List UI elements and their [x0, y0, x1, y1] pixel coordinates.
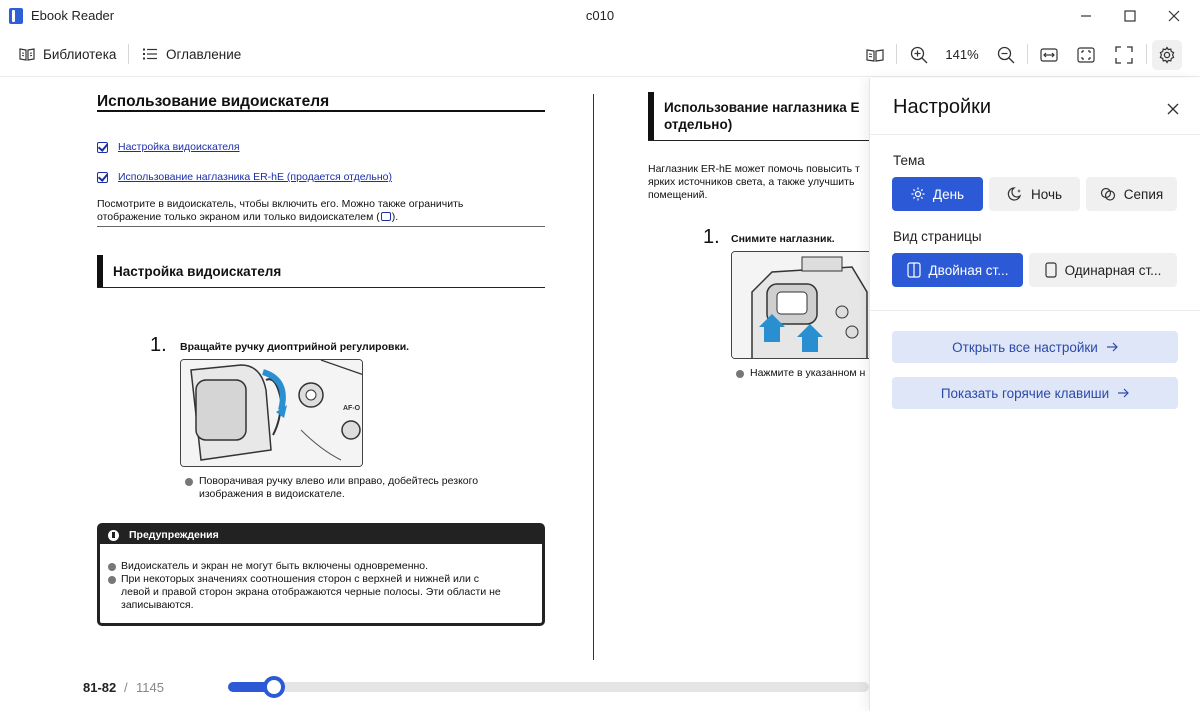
step-text: Снимите наглазник. — [731, 233, 835, 245]
theme-night-button[interactable] — [989, 177, 1080, 211]
close-window-button[interactable] — [1151, 0, 1197, 32]
library-icon — [19, 47, 35, 61]
intro-line: Посмотрите в видоискатель, чтобы включить его. Можно также ограничить — [97, 198, 464, 210]
sun-icon — [911, 187, 925, 201]
toolbar — [0, 32, 1200, 77]
right-heading: Использование наглазника E отдельно) — [664, 100, 860, 132]
page-divider — [593, 94, 594, 660]
sepia-icon — [1100, 187, 1116, 201]
settings-button[interactable] — [1152, 40, 1182, 70]
bullet-line: изображения в видоискателе. — [199, 488, 345, 500]
progress-slider[interactable] — [228, 682, 869, 692]
toc-button[interactable] — [142, 42, 241, 66]
view-single-button[interactable] — [1029, 253, 1177, 287]
page-view-label: Вид страницы — [893, 229, 982, 244]
warning-box — [97, 523, 545, 626]
checkbox-icon — [97, 142, 108, 153]
fullscreen-icon — [1115, 46, 1133, 64]
right-page — [648, 78, 869, 668]
fit-page-icon — [1077, 47, 1095, 63]
close-icon — [1168, 10, 1180, 22]
app-title: Ebook Reader — [31, 8, 115, 23]
page-heading: Использование видоискателя — [97, 93, 330, 110]
title-bar — [0, 0, 1200, 32]
view-single-label: Одинарная ст... — [1064, 262, 1162, 278]
panel-divider — [870, 310, 1200, 311]
zoom-in-button[interactable] — [905, 41, 933, 69]
theme-sepia-button[interactable] — [1086, 177, 1177, 211]
settings-title: Настройки — [893, 96, 992, 118]
show-hotkeys-button[interactable] — [892, 377, 1178, 409]
arrow-right-icon — [1117, 388, 1129, 398]
theme-sepia-label: Сепия — [1123, 186, 1164, 202]
close-icon — [1167, 103, 1179, 115]
section-rule — [97, 226, 545, 227]
library-label: Библиотека — [43, 46, 117, 62]
single-page-icon — [1045, 262, 1057, 278]
section-rule — [97, 287, 545, 288]
progress-bar-area — [0, 668, 869, 711]
gear-icon — [1158, 46, 1176, 64]
panel-divider — [870, 134, 1200, 135]
minimize-icon — [1080, 10, 1092, 22]
progress-thumb[interactable] — [263, 676, 285, 698]
warning-item: При некоторых значениях соотношения сторон с верхней и нижней или с левой и правой сторон экрана отображаются черные полосы. Эти области не записываются. — [108, 573, 533, 612]
close-settings-button[interactable] — [1162, 98, 1184, 120]
zoom-in-icon — [910, 46, 928, 64]
app-book-icon — [9, 8, 23, 24]
arrow-right-icon — [1106, 342, 1118, 352]
toolbar-divider — [128, 44, 129, 64]
toc-label: Оглавление — [166, 46, 242, 62]
intro-line: отображение только экраном или только видоискателем ( ). — [97, 211, 399, 223]
maximize-icon — [1124, 10, 1136, 22]
list-icon — [142, 47, 158, 61]
display-mode-icon — [381, 212, 391, 221]
minimize-button[interactable] — [1063, 0, 1109, 32]
step-bullet: Нажмите в указанном н — [736, 367, 865, 380]
book-view[interactable] — [0, 78, 869, 668]
section-heading: Настройка видоискателя — [113, 263, 282, 279]
step-bullet — [185, 475, 525, 501]
right-heading-box — [648, 92, 869, 140]
zoom-out-button[interactable] — [992, 41, 1020, 69]
fit-page-button[interactable] — [1072, 41, 1100, 69]
view-double-label: Двойная ст... — [928, 262, 1009, 278]
reading-mode-button[interactable] — [861, 41, 889, 69]
toolbar-divider — [896, 44, 897, 64]
link-label: Использование наглазника ER-hE (продается отдельно) — [118, 171, 392, 183]
show-hotkeys-label: Показать горячие клавиши — [940, 385, 1110, 401]
warning-title: Предупреждения — [129, 529, 219, 541]
diopter-illustration — [180, 359, 363, 467]
checkbox-icon — [97, 172, 108, 183]
current-pages: 81-82 — [83, 680, 117, 695]
heading-bar — [648, 92, 654, 140]
book-open-icon — [866, 47, 884, 63]
theme-label: Тема — [893, 153, 925, 168]
camera-eyecup-image — [732, 252, 869, 359]
bullet-line: Поворачивая ручку влево или вправо, добейтесь резкого — [199, 475, 479, 487]
section-heading-box — [97, 254, 545, 288]
zoom-level: 141% — [945, 47, 979, 62]
toc-link-viewfinder-setup[interactable] — [97, 141, 240, 153]
warning-icon — [108, 530, 119, 541]
zoom-out-icon — [997, 46, 1015, 64]
fit-width-button[interactable] — [1035, 41, 1063, 69]
intro-text — [97, 198, 547, 224]
theme-day-label: День — [932, 186, 965, 202]
fullscreen-button[interactable] — [1110, 41, 1138, 69]
settings-panel — [869, 78, 1200, 711]
section-rule — [648, 140, 869, 141]
theme-night-label: Ночь — [1030, 186, 1063, 202]
total-pages: 1145 — [136, 680, 164, 695]
step-number: 1. — [703, 226, 720, 248]
document-title: c010 — [585, 8, 615, 23]
eyecup-illustration — [731, 251, 869, 359]
right-body-text: Наглазник ER-hE может помочь повысить т ярких источников света, а также улучшить помещений. — [648, 163, 860, 201]
moon-icon — [1007, 187, 1023, 201]
heading-bar — [97, 255, 103, 287]
warning-header — [100, 526, 542, 544]
open-all-settings-label: Открыть все настройки — [952, 339, 1098, 355]
toc-link-eyecup[interactable] — [97, 171, 392, 183]
left-page — [97, 78, 547, 668]
warning-item: Видоискатель и экран не могут быть включены одновременно. — [108, 560, 533, 573]
camera-diopter-image — [181, 360, 363, 467]
view-double-button[interactable] — [892, 253, 1023, 287]
link-label: Настройка видоискателя — [118, 141, 240, 153]
maximize-button[interactable] — [1107, 0, 1153, 32]
toolbar-divider — [1146, 44, 1147, 64]
step-text: Вращайте ручку диоптрийной регулировки. — [180, 341, 410, 353]
theme-day-button[interactable] — [892, 177, 983, 211]
open-all-settings-button[interactable] — [892, 331, 1178, 363]
double-page-icon — [907, 262, 921, 278]
page-separator: / — [124, 680, 128, 695]
toolbar-divider — [1027, 44, 1028, 64]
library-button[interactable] — [19, 42, 116, 66]
step-number: 1. — [150, 334, 167, 356]
heading-rule — [97, 110, 545, 112]
fit-width-icon — [1040, 47, 1058, 63]
svg-text:AF-O: AF-O — [343, 405, 361, 412]
